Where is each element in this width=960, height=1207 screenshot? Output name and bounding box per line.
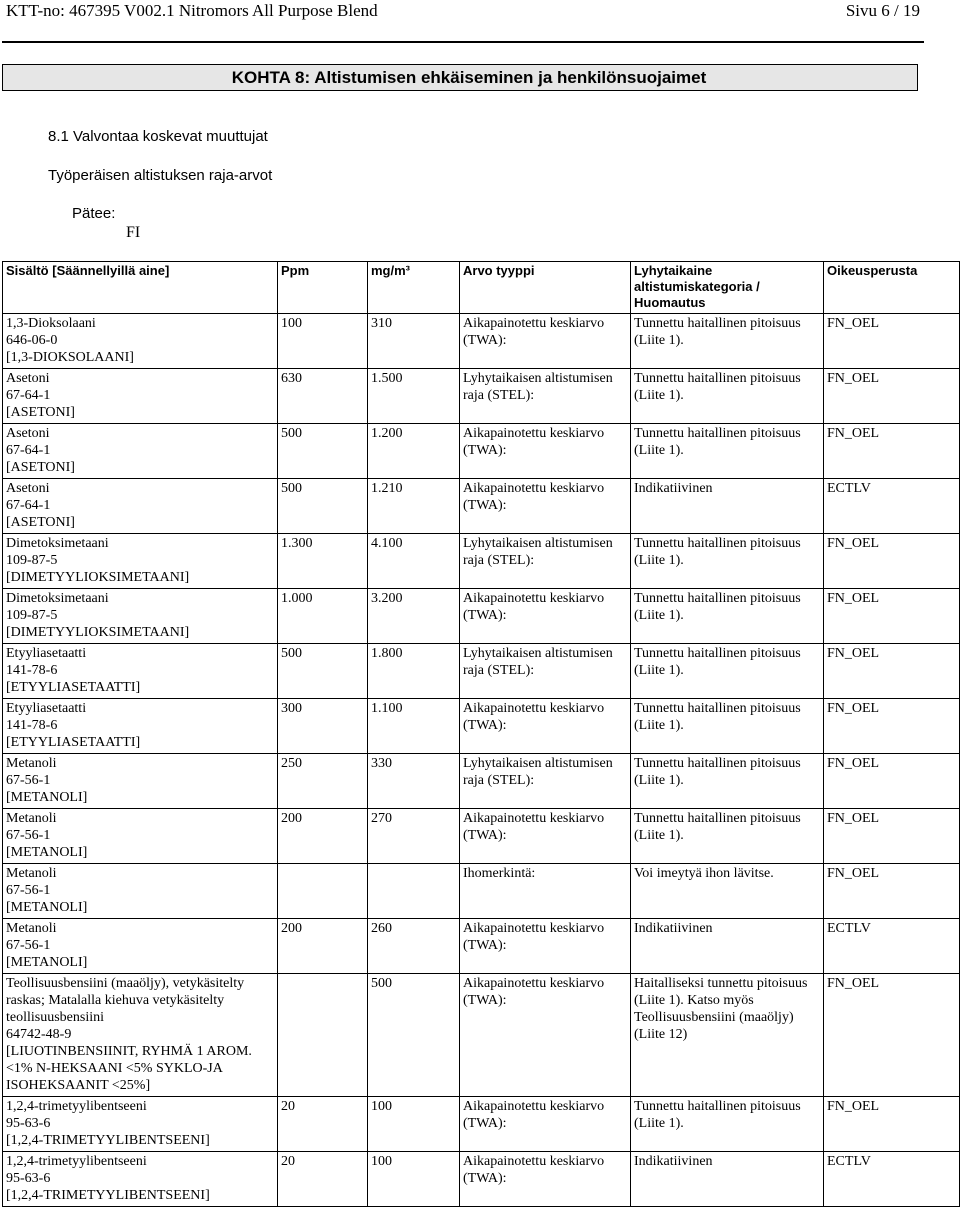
cell-ppm — [278, 864, 368, 919]
cell-mgm3: 260 — [368, 919, 460, 974]
cell-legal-basis: FN_OEL — [824, 754, 960, 809]
cell-substance: Dimetoksimetaani 109-87-5 [DIMETYYLIOKSIMETAANI] — [3, 534, 278, 589]
cell-legal-basis: ECTLV — [824, 919, 960, 974]
cell-ppm: 1.000 — [278, 589, 368, 644]
table-row — [3, 479, 960, 534]
table-row — [3, 699, 960, 754]
cell-legal-basis: FN_OEL — [824, 424, 960, 479]
section-title-bar — [2, 64, 918, 91]
cell-legal-basis: FN_OEL — [824, 974, 960, 1097]
cell-category: Haitalliseksi tunnettu pitoisuus (Liite 1). Katso myös Teollisuusbensiini (maaöljy) (Liite 12) — [631, 974, 824, 1097]
cell-ppm: 200 — [278, 809, 368, 864]
table-row — [3, 589, 960, 644]
cell-substance: Etyyliasetaatti 141-78-6 [ETYYLIASETAATTI] — [3, 699, 278, 754]
cell-value-type: Aikapainotettu keskiarvo (TWA): — [460, 314, 631, 369]
cell-legal-basis: FN_OEL — [824, 644, 960, 699]
cell-category: Tunnettu haitallinen pitoisuus (Liite 1). — [631, 589, 824, 644]
col-header-mgm3: mg/m³ — [368, 262, 460, 314]
cell-mgm3: 1.800 — [368, 644, 460, 699]
cell-value-type: Lyhytaikaisen altistumisen raja (STEL): — [460, 534, 631, 589]
cell-substance: Asetoni 67-64-1 [ASETONI] — [3, 424, 278, 479]
cell-category: Tunnettu haitallinen pitoisuus (Liite 1). — [631, 1097, 824, 1152]
cell-substance: 1,2,4-trimetyylibentseeni 95-63-6 [1,2,4-TRIMETYYLIBENTSEENI] — [3, 1097, 278, 1152]
cell-mgm3: 1.100 — [368, 699, 460, 754]
cell-substance: Etyyliasetaatti 141-78-6 [ETYYLIASETAATTI] — [3, 644, 278, 699]
table-row — [3, 534, 960, 589]
cell-ppm: 250 — [278, 754, 368, 809]
table-row — [3, 424, 960, 479]
cell-value-type: Aikapainotettu keskiarvo (TWA): — [460, 1152, 631, 1207]
cell-category: Tunnettu haitallinen pitoisuus (Liite 1). — [631, 369, 824, 424]
cell-mgm3: 330 — [368, 754, 460, 809]
cell-substance: Asetoni 67-64-1 [ASETONI] — [3, 369, 278, 424]
cell-mgm3: 3.200 — [368, 589, 460, 644]
cell-ppm: 1.300 — [278, 534, 368, 589]
cell-ppm — [278, 974, 368, 1097]
col-header-category: Lyhytaikaine altistumiskategoria / Huomautus — [631, 262, 824, 314]
cell-ppm: 500 — [278, 644, 368, 699]
cell-category: Tunnettu haitallinen pitoisuus (Liite 1). — [631, 699, 824, 754]
cell-category: Voi imeytyä ihon lävitse. — [631, 864, 824, 919]
cell-substance: Metanoli 67-56-1 [METANOLI] — [3, 754, 278, 809]
cell-category: Indikatiivinen — [631, 919, 824, 974]
cell-mgm3 — [368, 864, 460, 919]
cell-substance: Teollisuusbensiini (maaöljy), vetykäsitelty raskas; Matalalla kiehuva vetykäsitelty teollisuusbensiini 64742-48-9 [LIUOTINBENSIINIT, RYHMÄ 1 AROM. <1% N-HEKSAANI <5% SYKLO-JA ISOHEKSAANIT <25%] — [3, 974, 278, 1097]
page-header — [6, 0, 920, 28]
cell-category: Tunnettu haitallinen pitoisuus (Liite 1). — [631, 314, 824, 369]
cell-category: Indikatiivinen — [631, 479, 824, 534]
cell-legal-basis: FN_OEL — [824, 864, 960, 919]
cell-ppm: 500 — [278, 424, 368, 479]
cell-value-type: Lyhytaikaisen altistumisen raja (STEL): — [460, 754, 631, 809]
cell-ppm: 20 — [278, 1097, 368, 1152]
cell-value-type: Aikapainotettu keskiarvo (TWA): — [460, 809, 631, 864]
cell-value-type: Aikapainotettu keskiarvo (TWA): — [460, 589, 631, 644]
cell-substance: 1,3-Dioksolaani 646-06-0 [1,3-DIOKSOLAANI] — [3, 314, 278, 369]
cell-category: Tunnettu haitallinen pitoisuus (Liite 1). — [631, 644, 824, 699]
cell-category: Indikatiivinen — [631, 1152, 824, 1207]
cell-value-type: Lyhytaikaisen altistumisen raja (STEL): — [460, 369, 631, 424]
document-id: KTT-no: 467395 V002.1 Nitromors All Purpose Blend — [6, 1, 378, 20]
table-row — [3, 864, 960, 919]
table-row — [3, 974, 960, 1097]
cell-ppm: 300 — [278, 699, 368, 754]
cell-value-type: Ihomerkintä: — [460, 864, 631, 919]
cell-substance: Metanoli 67-56-1 [METANOLI] — [3, 919, 278, 974]
cell-mgm3: 4.100 — [368, 534, 460, 589]
col-header-ppm: Ppm — [278, 262, 368, 314]
table-row — [3, 754, 960, 809]
cell-mgm3: 310 — [368, 314, 460, 369]
cell-substance: Asetoni 67-64-1 [ASETONI] — [3, 479, 278, 534]
table-row — [3, 1097, 960, 1152]
subsection-heading: Työperäisen altistuksen raja-arvot — [48, 167, 273, 184]
page-number: Sivu 6 / 19 — [845, 1, 920, 20]
table-row — [3, 644, 960, 699]
exposure-limits-table — [2, 261, 960, 1207]
cell-legal-basis: FN_OEL — [824, 534, 960, 589]
table-row — [3, 369, 960, 424]
cell-ppm: 630 — [278, 369, 368, 424]
table-row — [3, 919, 960, 974]
cell-value-type: Aikapainotettu keskiarvo (TWA): — [460, 699, 631, 754]
cell-legal-basis: FN_OEL — [824, 1097, 960, 1152]
cell-legal-basis: FN_OEL — [824, 809, 960, 864]
header-divider — [2, 41, 924, 43]
subsection-title: 8.1 Valvontaa koskevat muuttujat — [48, 128, 268, 145]
cell-category: Tunnettu haitallinen pitoisuus (Liite 1). — [631, 424, 824, 479]
applies-label: Pätee: — [72, 205, 116, 222]
cell-category: Tunnettu haitallinen pitoisuus (Liite 1). — [631, 809, 824, 864]
cell-ppm: 20 — [278, 1152, 368, 1207]
table-row — [3, 314, 960, 369]
cell-category: Tunnettu haitallinen pitoisuus (Liite 1). — [631, 534, 824, 589]
table-header-row — [3, 262, 960, 314]
table-row — [3, 1152, 960, 1207]
section-title: KOHTA 8: Altistumisen ehkäiseminen ja henkilönsuojaimet — [231, 68, 707, 87]
cell-category: Tunnettu haitallinen pitoisuus (Liite 1). — [631, 754, 824, 809]
cell-mgm3: 100 — [368, 1152, 460, 1207]
cell-value-type: Aikapainotettu keskiarvo (TWA): — [460, 1097, 631, 1152]
cell-value-type: Aikapainotettu keskiarvo (TWA): — [460, 919, 631, 974]
cell-substance: Metanoli 67-56-1 [METANOLI] — [3, 809, 278, 864]
cell-legal-basis: FN_OEL — [824, 589, 960, 644]
col-header-substance: Sisältö [Säännellyillä aine] — [3, 262, 278, 314]
cell-ppm: 100 — [278, 314, 368, 369]
cell-mgm3: 270 — [368, 809, 460, 864]
cell-value-type: Aikapainotettu keskiarvo (TWA): — [460, 479, 631, 534]
cell-value-type: Lyhytaikaisen altistumisen raja (STEL): — [460, 644, 631, 699]
cell-legal-basis: FN_OEL — [824, 314, 960, 369]
col-header-type: Arvo tyyppi — [460, 262, 631, 314]
cell-substance: 1,2,4-trimetyylibentseeni 95-63-6 [1,2,4-TRIMETYYLIBENTSEENI] — [3, 1152, 278, 1207]
table-row — [3, 809, 960, 864]
country-code: FI — [126, 224, 141, 241]
cell-legal-basis: FN_OEL — [824, 369, 960, 424]
cell-mgm3: 500 — [368, 974, 460, 1097]
col-header-basis: Oikeusperusta — [824, 262, 960, 314]
cell-value-type: Aikapainotettu keskiarvo (TWA): — [460, 424, 631, 479]
cell-mgm3: 1.500 — [368, 369, 460, 424]
cell-value-type: Aikapainotettu keskiarvo (TWA): — [460, 974, 631, 1097]
cell-legal-basis: FN_OEL — [824, 699, 960, 754]
cell-ppm: 200 — [278, 919, 368, 974]
cell-mgm3: 1.200 — [368, 424, 460, 479]
cell-legal-basis: ECTLV — [824, 479, 960, 534]
cell-substance: Dimetoksimetaani 109-87-5 [DIMETYYLIOKSIMETAANI] — [3, 589, 278, 644]
cell-ppm: 500 — [278, 479, 368, 534]
cell-mgm3: 1.210 — [368, 479, 460, 534]
cell-legal-basis: ECTLV — [824, 1152, 960, 1207]
cell-mgm3: 100 — [368, 1097, 460, 1152]
cell-substance: Metanoli 67-56-1 [METANOLI] — [3, 864, 278, 919]
